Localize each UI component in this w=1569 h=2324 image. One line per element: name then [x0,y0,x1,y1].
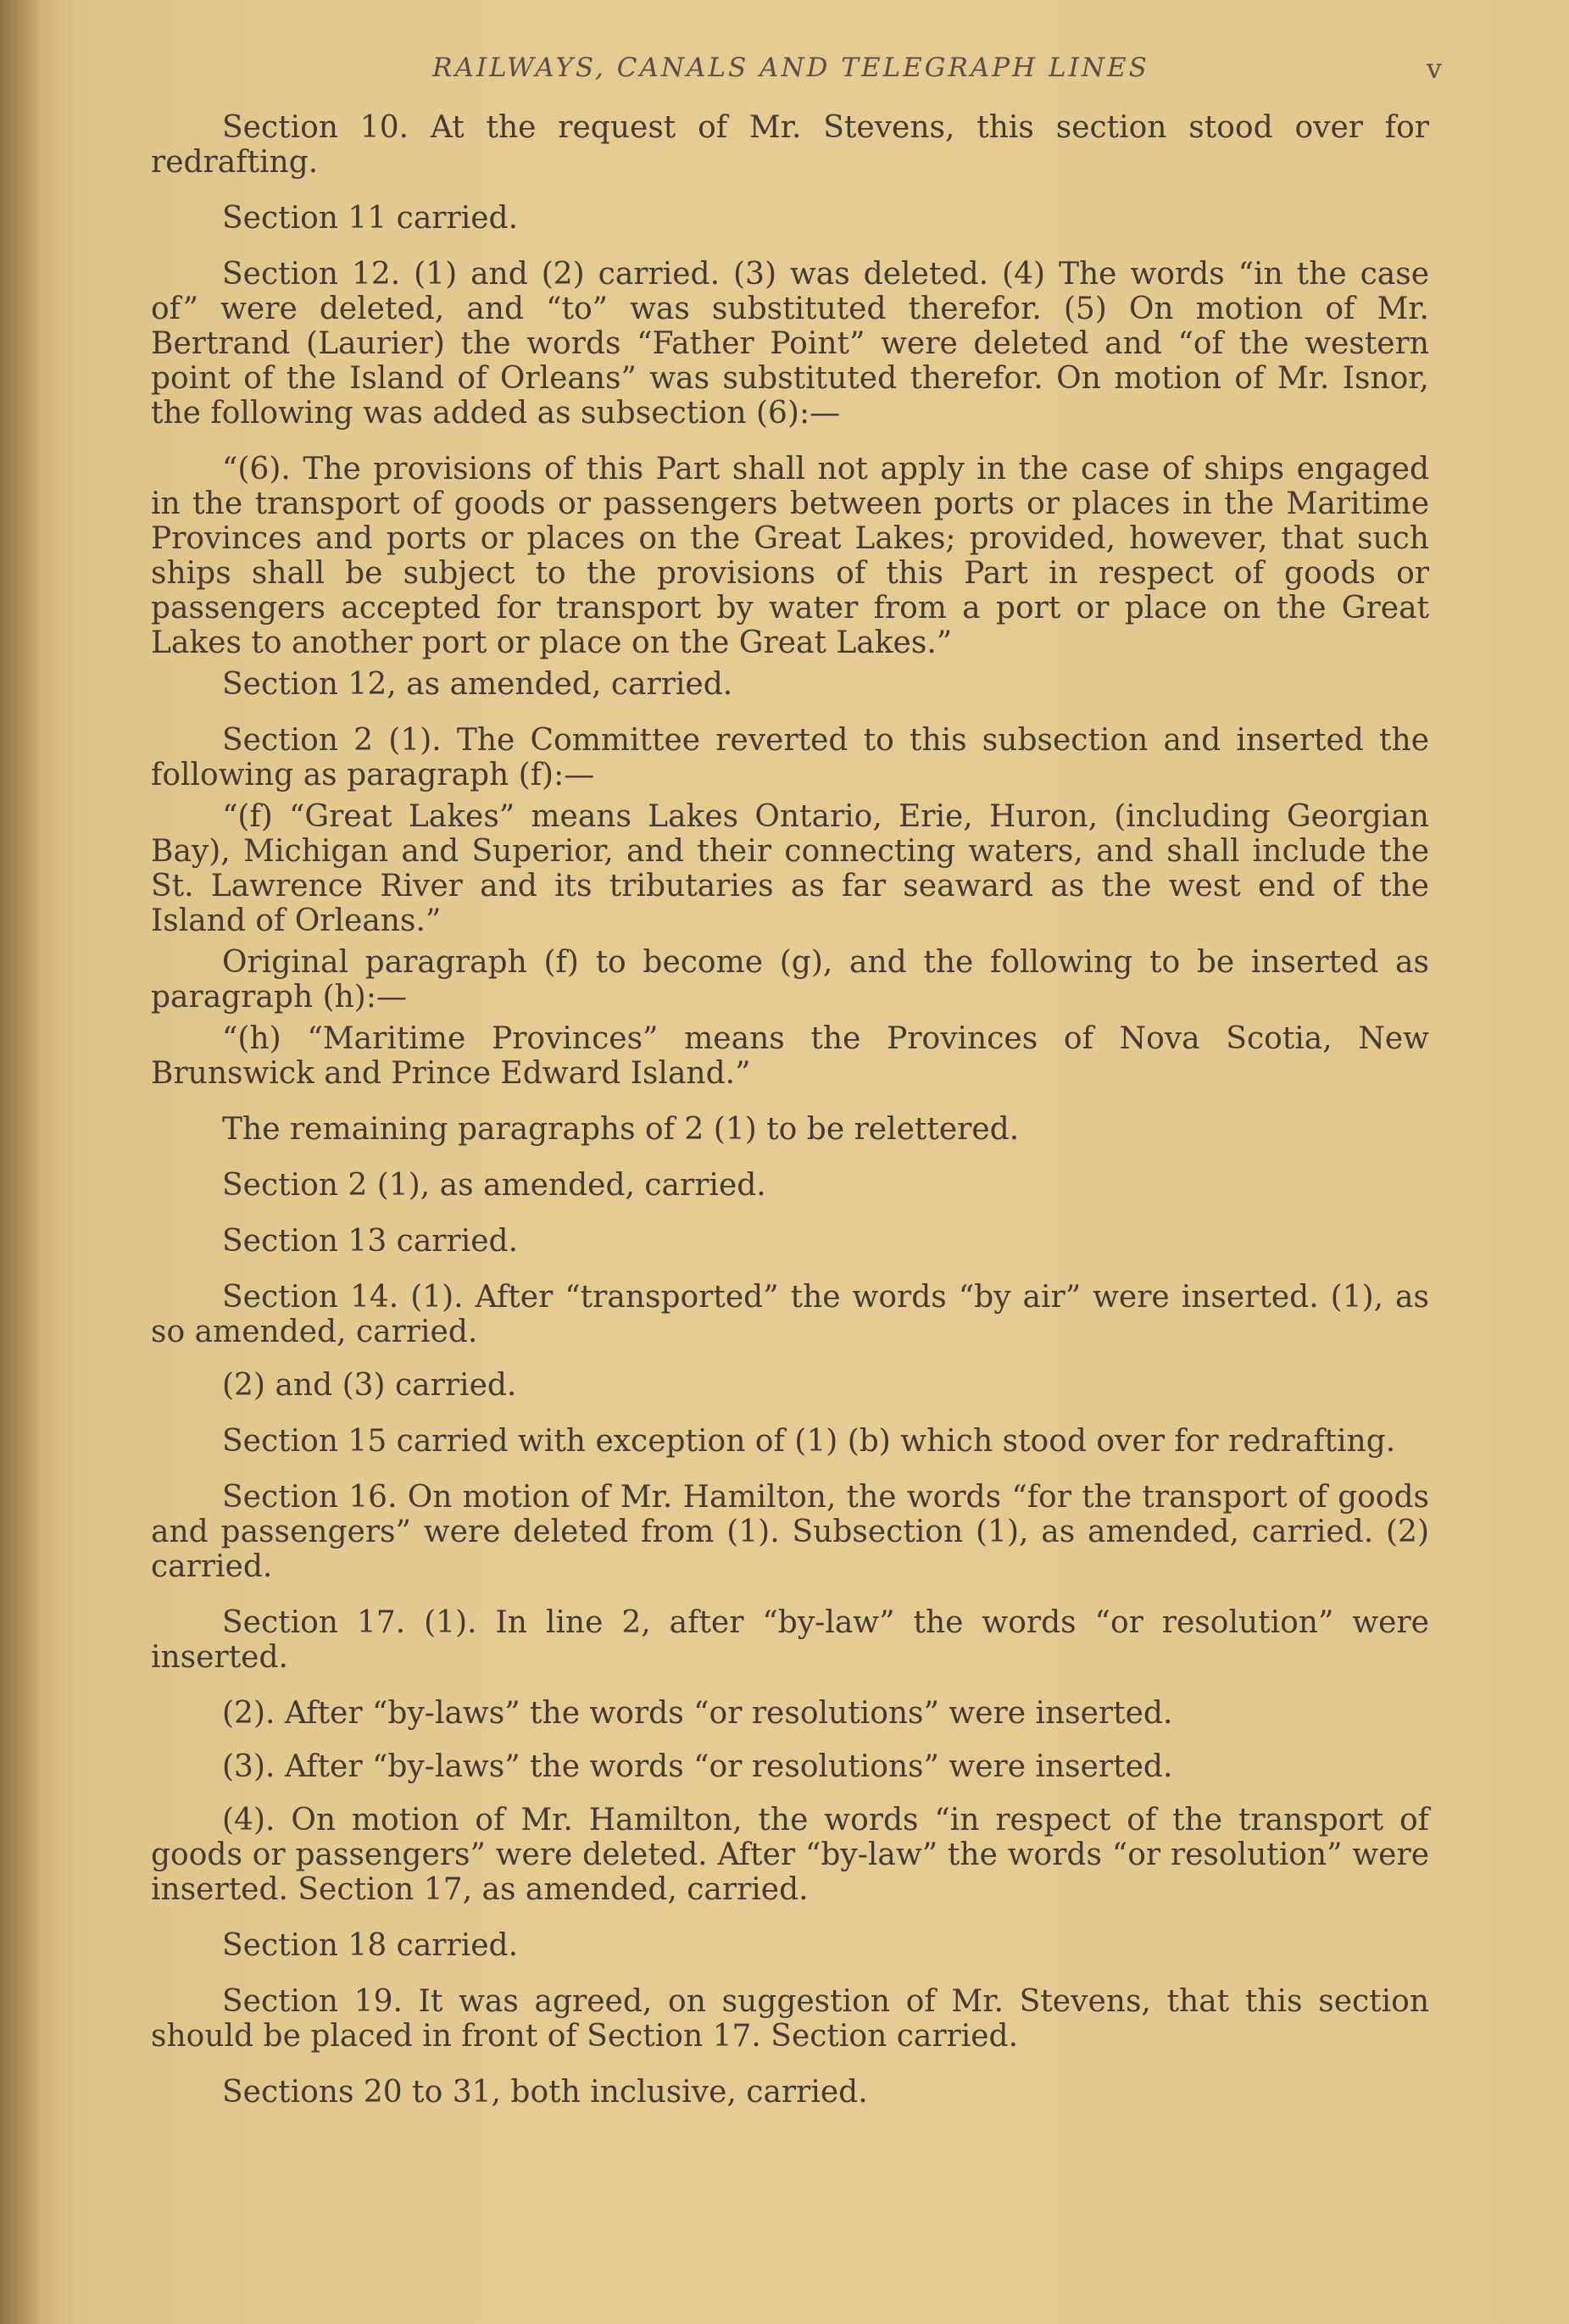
paragraph-section-18: Section 18 carried. [222,1928,519,1963]
paragraph-section-14-2-3: (2) and (3) carried. [222,1368,517,1403]
paragraph-section-17-4: (4). On motion of Mr. Hamilton, the words “in respect of the transport of goods or passengers” were deleted. After “by-law” the words “or resolution” were inserted. Section 17, as amended, carried. [151,1803,1429,1907]
page-header [148,53,1442,95]
paragraph-section-17-2: (2). After “by-laws” the words “or resolutions” were inserted. [222,1696,1173,1731]
paragraph-relettered: The remaining paragraphs of 2 (1) to be relettered. [222,1112,1020,1147]
paragraph-maritime-quote: “(h) “Maritime Provinces” means the Provinces of Nova Scotia, New Brunswick and Prince Edward Island.” [151,1021,1429,1091]
paragraph-sections-20-31: Sections 20 to 31, both inclusive, carried. [222,2075,868,2110]
paragraph-section-2-amended: Section 2 (1), as amended, carried. [222,1168,766,1203]
paragraph-original-f: Original paragraph (f) to become (g), and the following to be inserted as paragraph (h):— [151,945,1429,1015]
paragraph-section-2-1: Section 2 (1). The Committee reverted to this subsection and inserted the following as paragraph (f):— [151,723,1429,792]
page-binding-edge [0,0,41,2324]
paragraph-section-10: Section 10. At the request of Mr. Stevens, this section stood over for redrafting. [151,110,1429,180]
page-number: v [1426,53,1442,85]
paragraph-section-12: Section 12. (1) and (2) carried. (3) was deleted. (4) The words “in the case of” were deleted, and “to” was substituted therefor. (5) On motion of Mr. Bertrand (Laurier) the words “Father Point” were deleted and “of the western point of the Island of Orleans” was substituted therefor. On motion of Mr. Isnor, the following was added as subsection (6):— [151,257,1429,431]
paragraph-section-13: Section 13 carried. [222,1224,519,1259]
paragraph-section-19: Section 19. It was agreed, on suggestion of Mr. Stevens, that this section should be placed in front of Section 17. Section carried. [151,1984,1429,2054]
paragraph-section-17-3: (3). After “by-laws” the words “or resolutions” were inserted. [222,1749,1173,1784]
paragraph-subsection-6-quote: “(6). The provisions of this Part shall not apply in the case of ships engaged in the transport of goods or passengers between ports or places in the Maritime Provinces and ports or places on the Great Lakes; provided, however, that such ships shall be subject to the provisions of this Part in respect of goods or passengers accepted for transport by water from a port or place on the Great Lakes to another port or place on the Great Lakes.” [151,452,1429,660]
paragraph-section-15: Section 15 carried with exception of (1) (b) which stood over for redrafting. [222,1424,1396,1459]
document-body [151,110,1429,2131]
paragraph-great-lakes-quote: “(f) “Great Lakes” means Lakes Ontario, Erie, Huron, (including Georgian Bay), Michigan and Superior, and their connecting waters, and shall include the St. Lawrence River and its tributaries as far seaward as the west end of the Island of Orleans.” [151,799,1429,938]
paragraph-section-14: Section 14. (1). After “transported” the words “by air” were inserted. (1), as so amended, carried. [151,1280,1429,1349]
paragraph-section-17-1: Section 17. (1). In line 2, after “by-law” the words “or resolution” were inserted. [151,1605,1429,1675]
paragraph-section-11: Section 11 carried. [222,201,519,236]
paragraph-section-12-amended: Section 12, as amended, carried. [222,667,733,702]
paragraph-section-16: Section 16. On motion of Mr. Hamilton, the words “for the transport of goods and passengers” were deleted from (1). Subsection (1), as amended, carried. (2) carried. [151,1480,1429,1584]
running-title: RAILWAYS, CANALS AND TELEGRAPH LINES [432,53,1149,83]
